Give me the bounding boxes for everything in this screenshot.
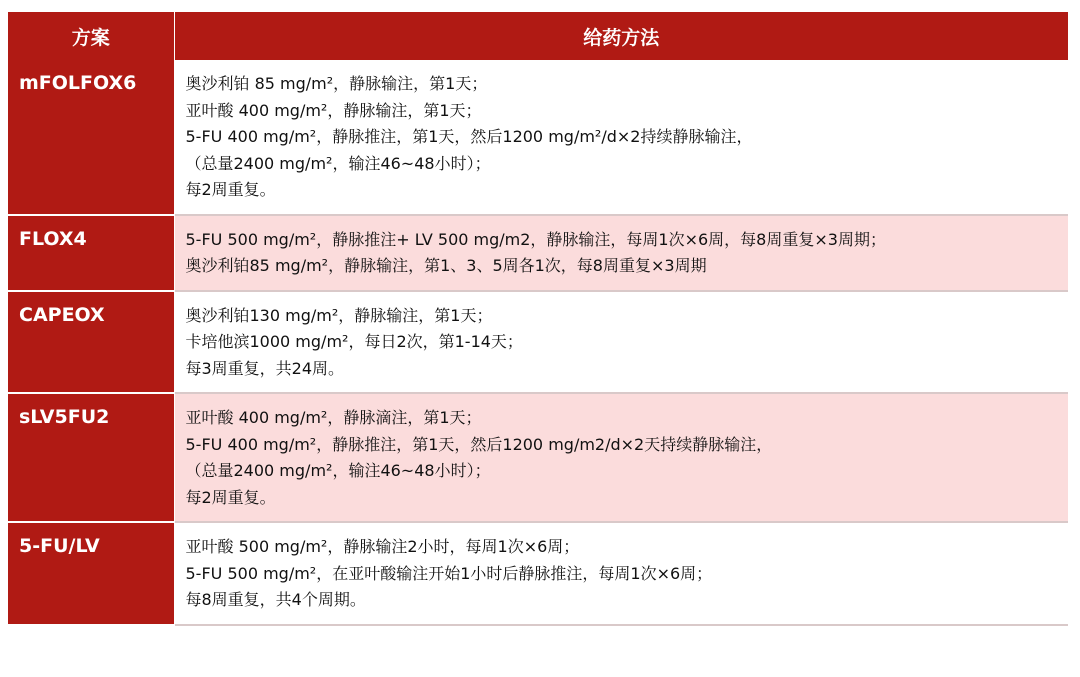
regimen-table — [8, 12, 1068, 626]
method-line: 亚叶酸 400 mg/m²，静脉滴注，第1天； — [185, 408, 482, 427]
method-line: 5-FU 500 mg/m²，静脉推注+ LV 500 mg/m2，静脉输注，每周1次×6周，每8周重复×3周期； — [185, 229, 886, 249]
method-line: 卡培他滨1000 mg/m²，每日2次，第1-14天； — [185, 332, 523, 351]
table-row — [8, 215, 1068, 291]
regimen-method — [174, 291, 1068, 394]
regimen-name: FLOX4 — [8, 215, 174, 291]
regimen-name: sLV5FU2 — [8, 393, 174, 522]
regimen-method — [174, 215, 1068, 291]
regimen-name: 5-FU/LV — [8, 522, 174, 625]
header-regimen: 方案 — [8, 12, 174, 60]
table-row — [8, 522, 1068, 625]
regimen-method — [174, 60, 1068, 215]
method-line: 奥沙利铂130 mg/m²，静脉输注，第1天； — [185, 305, 493, 325]
method-line: 每2周重复。 — [185, 487, 276, 507]
regimen-method — [174, 393, 1068, 522]
regimen-table-container — [8, 12, 1068, 626]
method-line: 奥沙利铂 85 mg/m²，静脉输注，第1天； — [185, 74, 488, 93]
method-line: 5-FU 500 mg/m²，在亚叶酸输注开始1小时后静脉推注，每周1次×6周； — [185, 563, 713, 583]
method-line: （总量2400 mg/m²，输注46~48小时）； — [185, 461, 491, 480]
regimen-method — [174, 522, 1068, 625]
table-row — [8, 291, 1068, 394]
method-line: 亚叶酸 400 mg/m²，静脉输注，第1天； — [185, 100, 482, 120]
regimen-name: mFOLFOX6 — [8, 60, 174, 215]
method-line: 每3周重复，共24周。 — [185, 358, 345, 378]
method-line: 5-FU 400 mg/m²，静脉推注，第1天，然后1200 mg/m2/d×2天持续静脉输注， — [185, 434, 773, 454]
method-line: 每8周重复，共4个周期。 — [185, 590, 366, 609]
method-line: 奥沙利铂85 mg/m²，静脉输注，第1、3、5周各1次，每8周重复×3周期 — [185, 256, 707, 275]
method-line: 亚叶酸 500 mg/m²，静脉输注2小时，每周1次×6周； — [185, 537, 580, 556]
method-line: 5-FU 400 mg/m²，静脉推注，第1天，然后1200 mg/m²/d×2持续静脉输注， — [185, 127, 753, 146]
table-header-row — [8, 12, 1068, 60]
regimen-name: CAPEOX — [8, 291, 174, 394]
table-row — [8, 393, 1068, 522]
header-administration: 给药方法 — [174, 12, 1068, 60]
table-row — [8, 60, 1068, 215]
method-line: （总量2400 mg/m²，输注46~48小时）； — [185, 153, 491, 173]
method-line: 每2周重复。 — [185, 180, 276, 199]
